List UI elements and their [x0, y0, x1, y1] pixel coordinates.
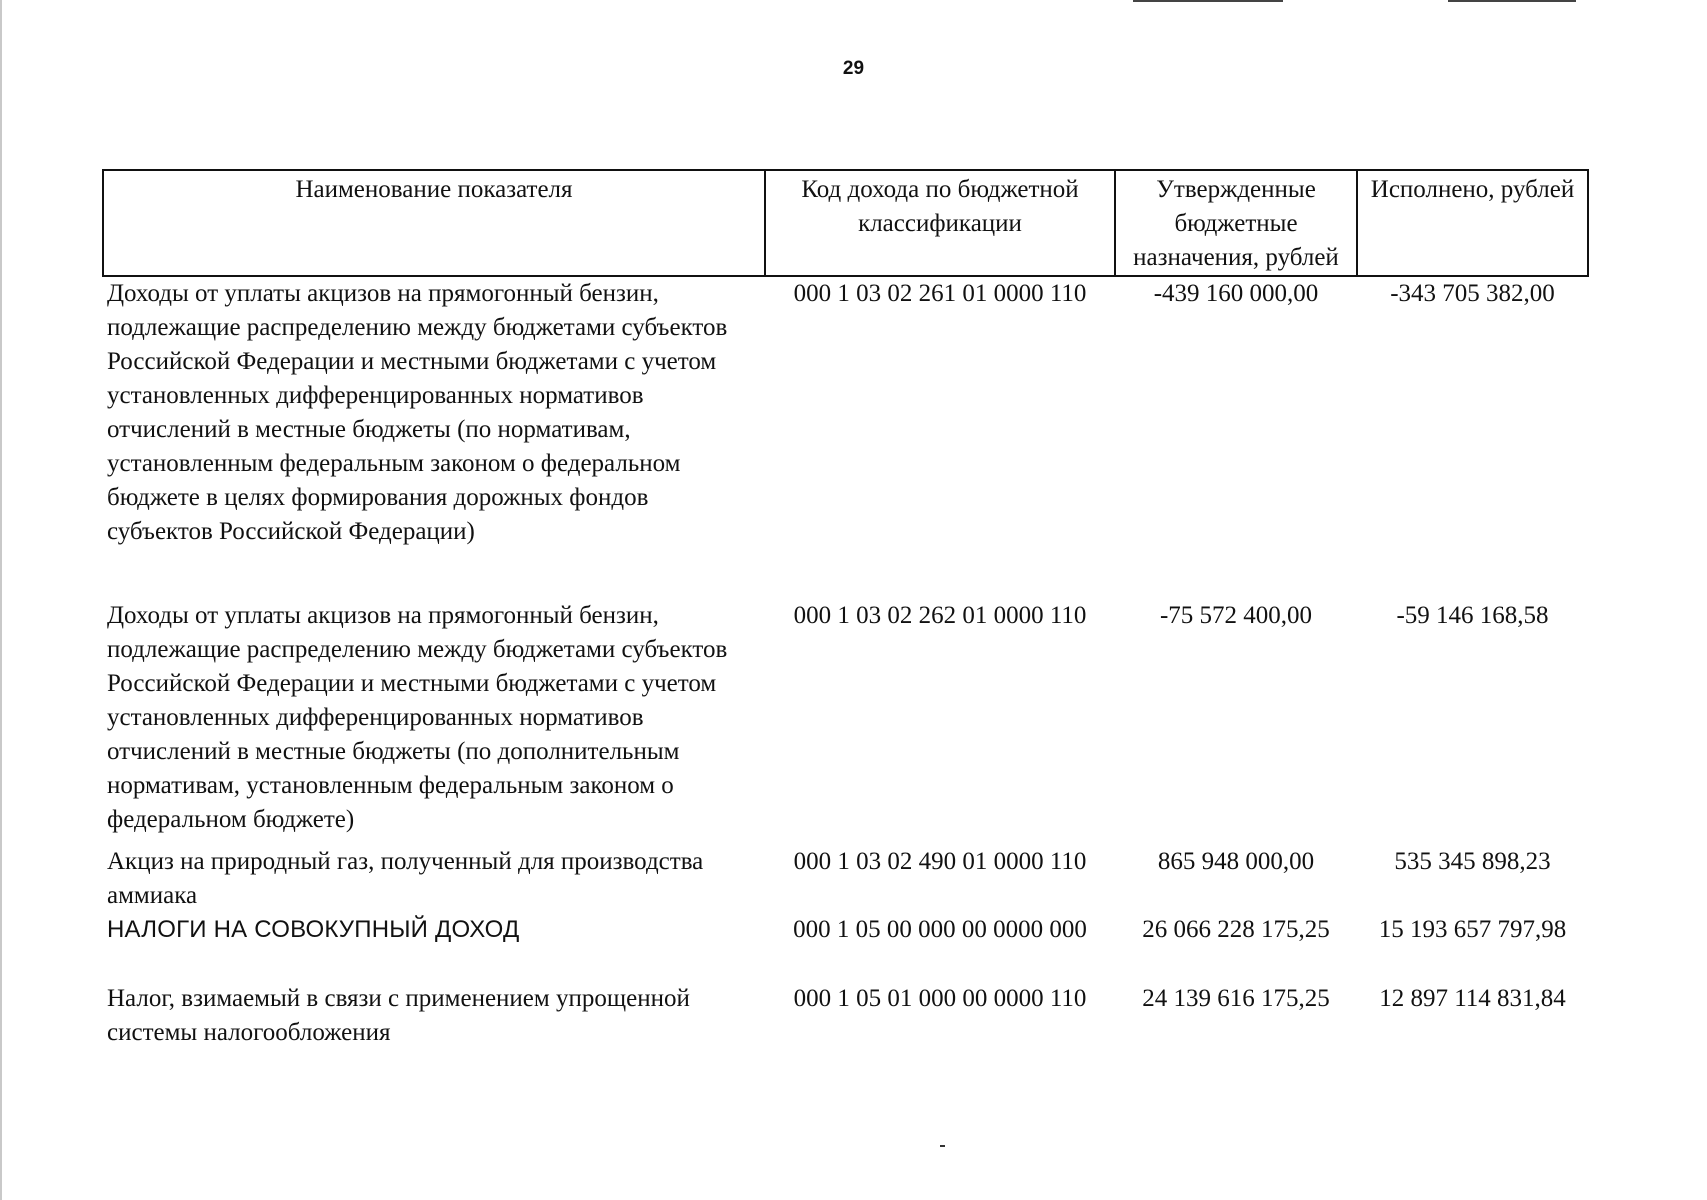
cell-code: 000 1 03 02 262 01 0000 110 [793, 602, 1087, 629]
row-spacer [103, 837, 1588, 845]
top-rule [1448, 0, 1576, 2]
table-row [103, 845, 1588, 913]
cell-name: НАЛОГИ НА СОВОКУПНЫЙ ДОХОД [107, 916, 520, 943]
scan-speck [940, 1145, 945, 1147]
cell-name: Налог, взимаемый в связи с применением упрощенной системы налогообложения [107, 985, 690, 1046]
cell-code: 000 1 03 02 261 01 0000 110 [793, 280, 1087, 307]
top-rule [1133, 0, 1283, 2]
cell-executed: -59 146 168,58 [1396, 602, 1549, 629]
header-name: Наименование показателя [103, 170, 765, 276]
table-row [103, 982, 1588, 1050]
page-number: 29 [842, 58, 865, 79]
budget-income-table [102, 169, 1589, 1050]
cell-approved: 24 139 616 175,25 [1142, 985, 1330, 1012]
table-header-row [103, 170, 1588, 276]
row-spacer [103, 947, 1588, 982]
table-row [103, 913, 1588, 947]
cell-code: 000 1 05 01 000 00 0000 110 [793, 985, 1087, 1012]
cell-code: 000 1 03 02 490 01 0000 110 [793, 848, 1087, 875]
cell-name: Доходы от уплаты акцизов на прямогонный бензин, подлежащие распределению между бюджетами субъектов Российской Федерации и местными бюджетами с учетом установленных дифференцированных нормативов отчислений в местные бюджеты (по дополнительным нормативам, установленным федеральным законом о федеральном бюджете) [107, 602, 728, 833]
header-executed: Исполнено, рублей [1357, 170, 1588, 276]
cell-executed: -343 705 382,00 [1390, 280, 1555, 307]
header-approved: Утвержденные бюджетные назначения, рублей [1115, 170, 1357, 276]
page-left-edge [0, 0, 2, 1200]
cell-code: 000 1 05 00 000 00 0000 000 [793, 916, 1087, 943]
cell-approved: 865 948 000,00 [1157, 848, 1315, 875]
cell-executed: 12 897 114 831,84 [1379, 985, 1566, 1012]
header-code: Код дохода по бюджетной классификации [765, 170, 1115, 276]
table-row [103, 276, 1588, 549]
cell-executed: 15 193 657 797,98 [1378, 916, 1567, 943]
cell-name: Доходы от уплаты акцизов на прямогонный бензин, подлежащие распределению между бюджетами субъектов Российской Федерации и местными бюджетами с учетом установленных дифференцированных нормативов отчислений в местные бюджеты (по нормативам, установленным федеральным законом о федеральном бюджете в целях формирования дорожных фондов субъектов Российской Федерации) [107, 280, 728, 545]
cell-approved: -439 160 000,00 [1153, 280, 1319, 307]
cell-approved: 26 066 228 175,25 [1142, 916, 1330, 943]
cell-approved: -75 572 400,00 [1159, 602, 1313, 629]
cell-executed: 535 345 898,23 [1394, 848, 1551, 875]
cell-name: Акциз на природный газ, полученный для производства аммиака [107, 848, 704, 909]
row-spacer [103, 549, 1588, 599]
table-row [103, 599, 1588, 837]
